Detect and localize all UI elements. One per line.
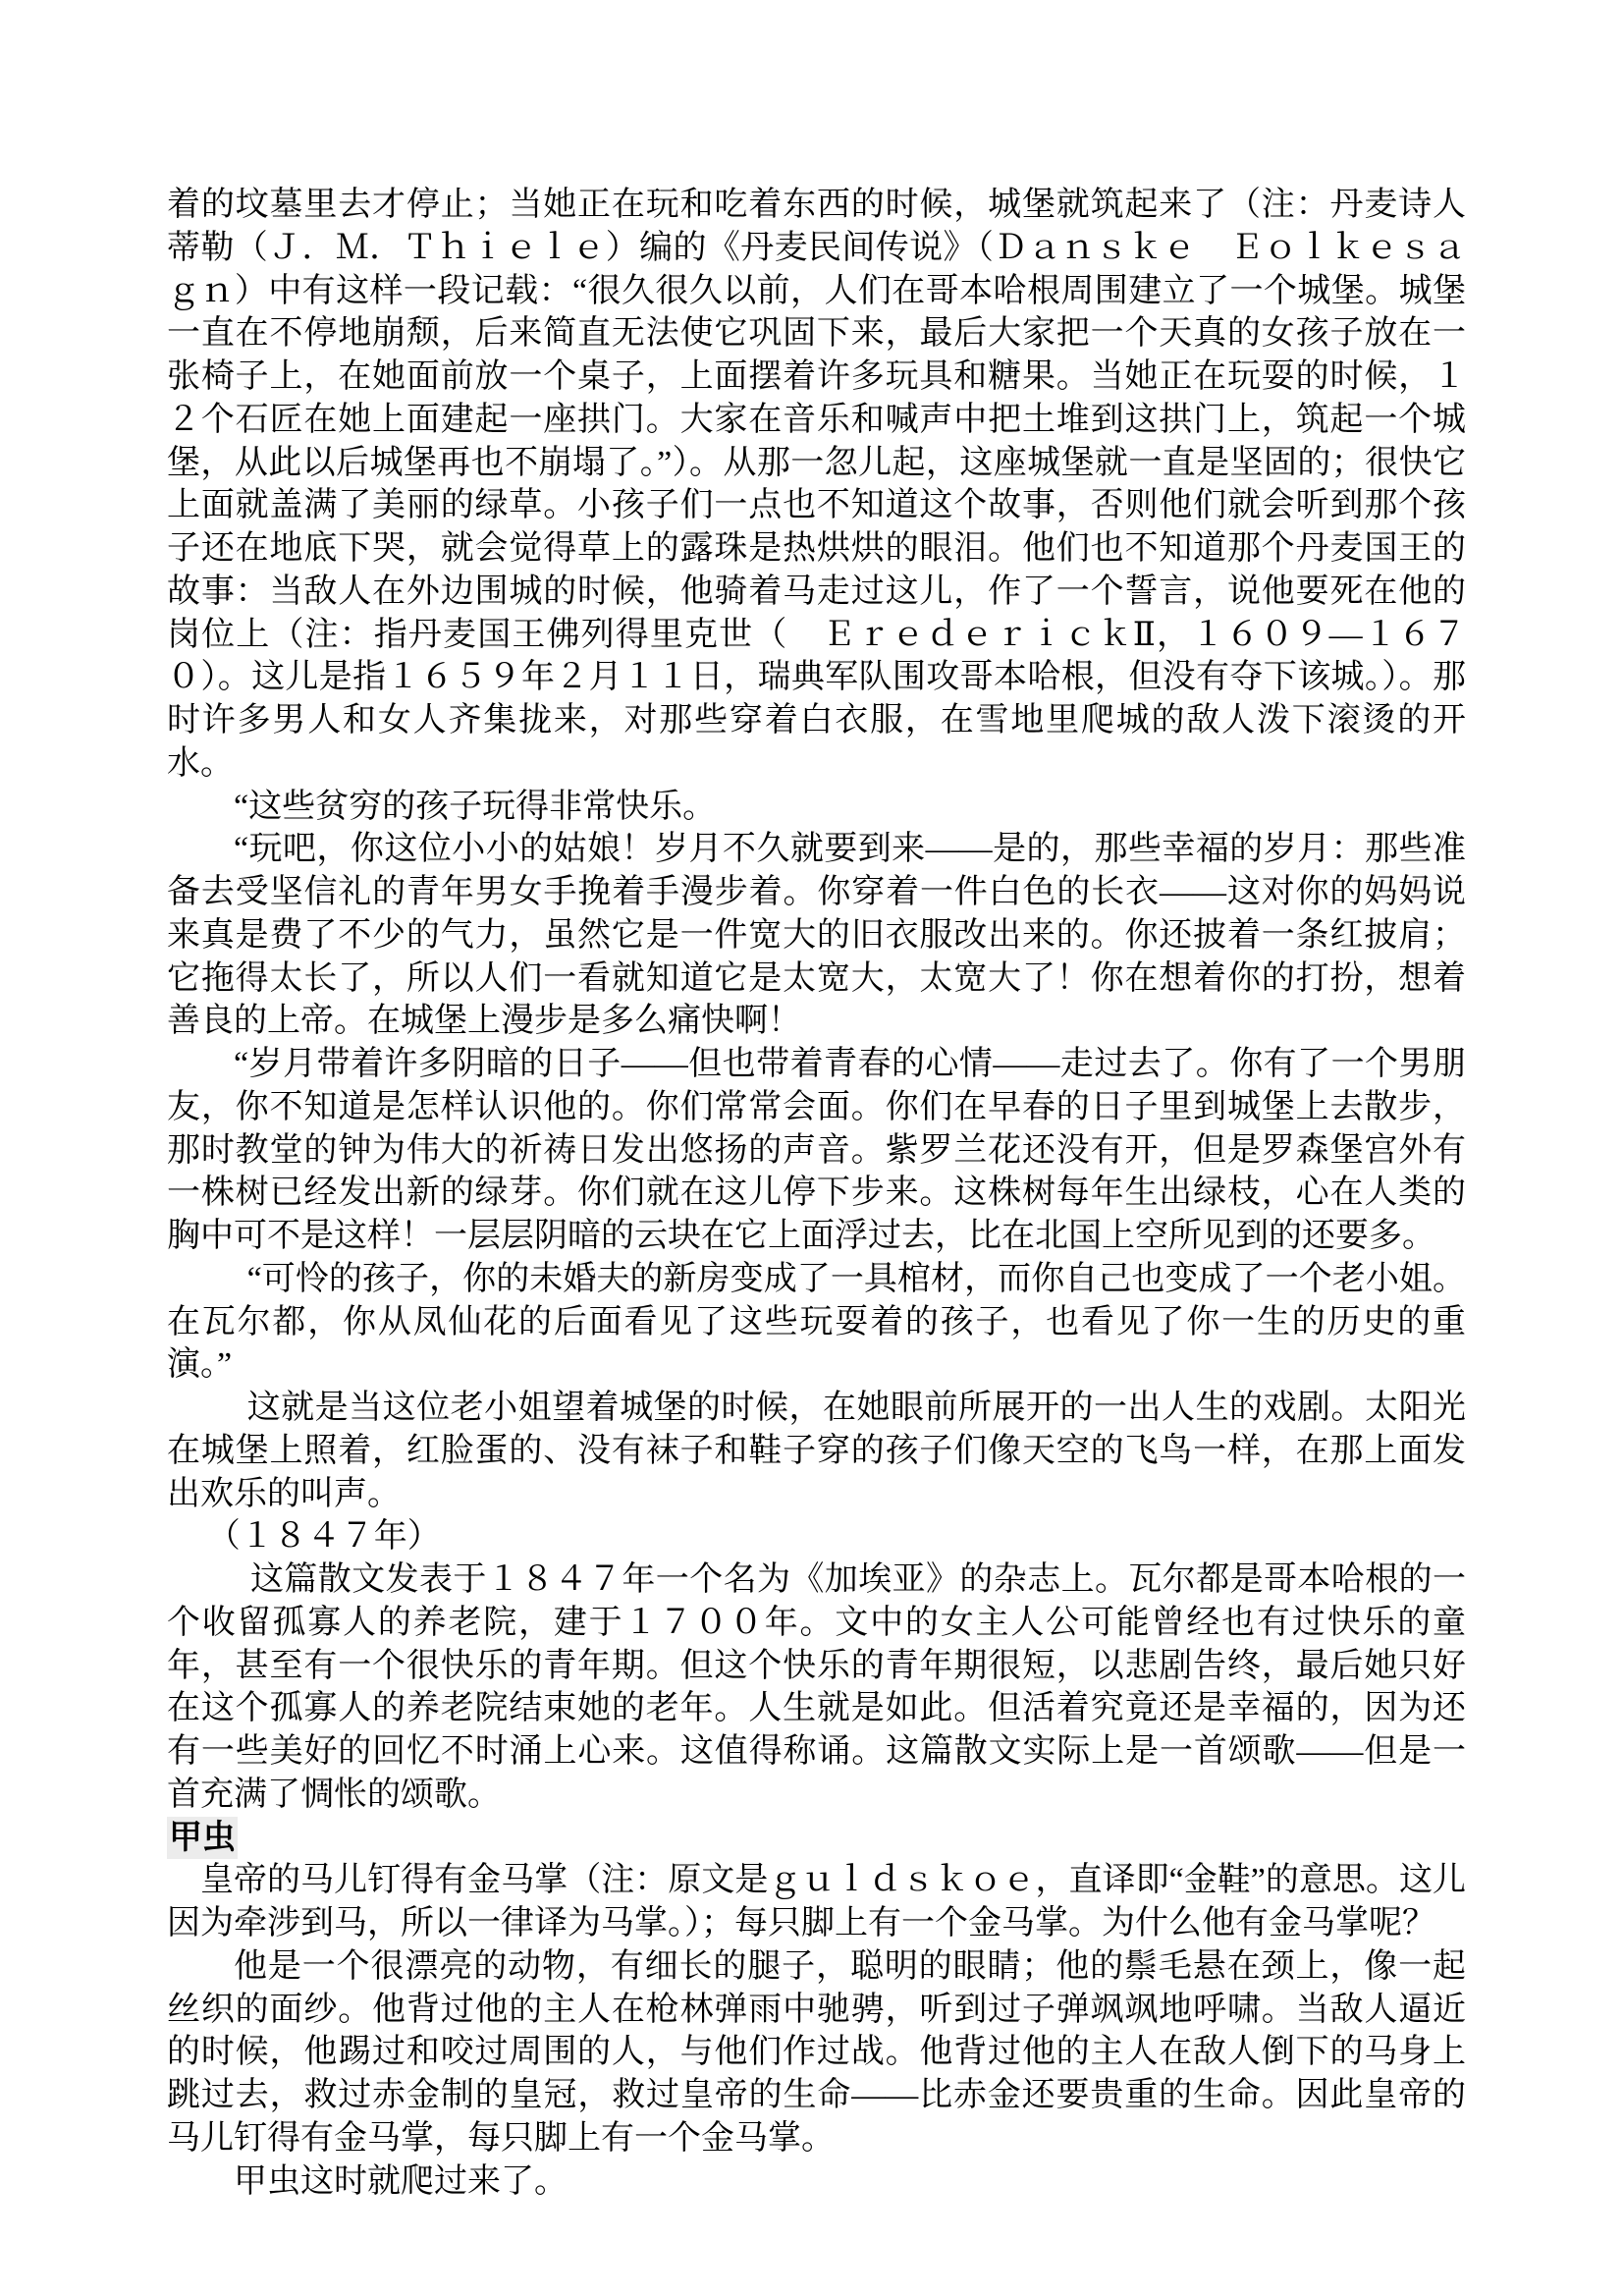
section-heading [167,1817,1466,1860]
paragraph: “玩吧，你这位小小的姑娘！岁月不久就要到来——是的，那些幸福的岁月：那些准备去受坚信礼的青年男女手挽着手漫步着。你穿着一件白色的长衣——这对你的妈妈说来真是费了不少的气力，虽然它是一件宽大的旧衣服改出来的。你还披着一条红披肩；它拖得太长了，所以人们一看就知道它是太宽大，太宽大了！你在想着你的打扮，想着善良的上帝。在城堡上漫步是多么痛快啊！ [167,831,1466,1040]
paragraph: 他是一个很漂亮的动物，有细长的腿子，聪明的眼睛；他的鬃毛悬在颈上，像一起丝织的面纱。他背过他的主人在枪林弹雨中驰骋，听到过子弹飒飒地呼啸。当敌人逼近的时候，他踢过和咬过周围的人，与他们作过战。他背过他的主人在敌人倒下的马身上跳过去，救过赤金制的皇冠，救过皇帝的生命——比赤金还要贵重的生命。因此皇帝的马儿钉得有金马掌，每只脚上有一个金马掌。 [167,1947,1466,2157]
paragraph: 着的坟墓里去才停止；当她正在玩和吃着东西的时候，城堡就筑起来了（注：丹麦诗人蒂勒（Ｊ．Ｍ．Ｔｈｉｅｌｅ）编的《丹麦民间传说》（Ｄａｎｓｋｅ Ｅｏｌｋｅｓａｇｎ）中有这样一段记载：“很久很久以前，人们在哥本哈根周围建立了一个城堡。城堡一直在不停地崩颓，后来简直无法使它巩固下来，最后大家把一个天真的女孩子放在一张椅子上，在她面前放一个桌子，上面摆着许多玩具和糖果。当她正在玩耍的时候，１２个石匠在她上面建起一座拱门。大家在音乐和喊声中把土堆到这拱门上，筑起一个城堡，从此以后城堡再也不崩塌了。”）。从那一忽儿起，这座城堡就一直是坚固的；很快它上面就盖满了美丽的绿草。小孩子们一点也不知道这个故事，否则他们就会听到那个孩子还在地底下哭，就会觉得草上的露珠是热烘烘的眼泪。他们也不知道那个丹麦国王的故事：当敌人在外边围城的时候，他骑着马走过这儿，作了一个誓言，说他要死在他的岗位上（注：指丹麦国王佛列得里克世（ ＥｒｅｄｅｒｉｃｋⅡ，１６０９—１６７０）。这儿是指１６５９年２月１１日，瑞典军队围攻哥本哈根，但没有夺下该城。）。那时许多男人和女人齐集拢来，对那些穿着白衣服，在雪地里爬城的敌人泼下滚烫的开水。 [167,187,1466,782]
paragraph: 这篇散文发表于１８４７年一个名为《加埃亚》的杂志上。瓦尔都是哥本哈根的一个收留孤寡人的养老院，建于１７００年。文中的女主人公可能曾经也有过快乐的童年，甚至有一个很快乐的青年期。但这个快乐的青年期很短，以悲剧告终，最后她只好在这个孤寡人的养老院结束她的老年。人生就是如此。但活着究竟还是幸福的，因为还有一些美好的回忆不时涌上心来。这值得称诵。这篇散文实际上是一首颂歌——但是一首充满了惆怅的颂歌。 [167,1561,1466,1813]
paragraph: 甲虫这时就爬过来了。 [234,2162,568,2200]
paragraph: “可怜的孩子，你的未婚夫的新房变成了一具棺材，而你自己也变成了一个老小姐。在瓦尔都，你从凤仙花的后面看见了这些玩耍着的孩子，也看见了你一生的历史的重演。” [167,1260,1466,1384]
paragraph: “岁月带着许多阴暗的日子——但也带着青春的心情——走过去了。你有了一个男朋友，你不知道是怎样认识他的。你们常常会面。你们在早春的日子里到城堡上去散步，那时教堂的钟为伟大的祈祷日发出悠扬的声音。紫罗兰花还没有开，但是罗森堡宫外有一株树已经发出新的绿芽。你们就在这儿停下步来。这株树每年生出绿枝，心在人类的胸中可不是这样！一层层阴暗的云块在它上面浮过去，比在北国上空所见到的还要多。 [167,1046,1466,1254]
paragraph: 皇帝的马儿钉得有金马掌（注：原文是ｇｕｌｄｓｋｏｅ，直译即“金鞋”的意思。这儿因为牵涉到马，所以一律译为马掌。）；每只脚上有一个金马掌。为什么他有金马掌呢？ [167,1862,1466,1941]
section-heading-text: 甲虫 [167,1817,238,1860]
paragraph: 这就是当这位老小姐望着城堡的时候，在她眼前所展开的一出人生的戏剧。太阳光在城堡上照着，红脸蛋的、没有袜子和鞋子穿的孩子们像天空的飞鸟一样，在那上面发出欢乐的叫声。 [167,1390,1466,1512]
document-body [167,184,1466,2203]
paragraph: （１８４７年） [206,1518,441,1556]
paragraph: “这些贫穷的孩子玩得非常快乐。 [234,788,717,825]
